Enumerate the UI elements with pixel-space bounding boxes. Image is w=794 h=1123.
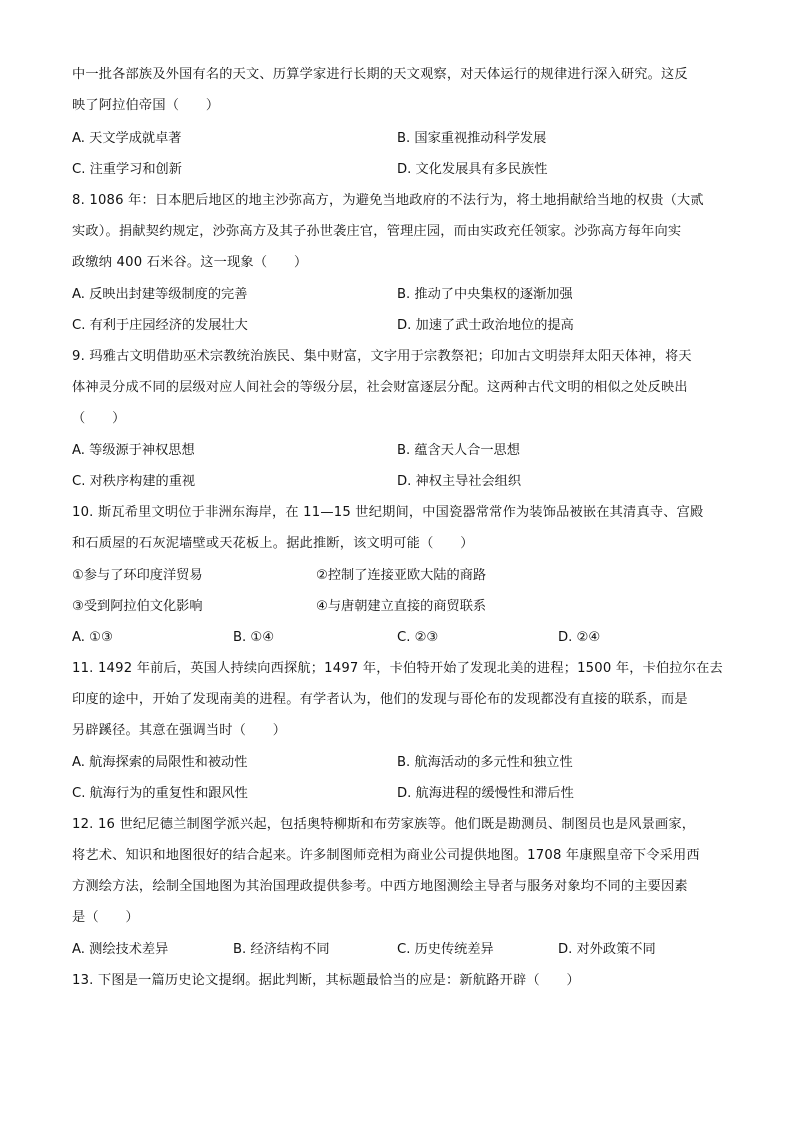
question-12-text-line: 是（ ） [72,910,139,925]
question-12-text-line: 方测绘方法，绘制全国地图为其治国理政提供参考。中西方地图测绘主导者与服务对象均不同的主要因素 [72,879,688,894]
option-b: B. 国家重视推动科学发展 [397,131,547,146]
option-d: D. 航海进程的缓慢性和滞后性 [397,786,574,801]
option-c: C. ②③ [397,630,439,645]
option-b: B. 经济结构不同 [233,942,330,957]
option-d: D. 文化发展具有多民族性 [397,162,548,177]
question-11-text-line: 另辟蹊径。其意在强调当时（ ） [72,723,287,738]
option-b: B. 蕴含天人合一思想 [397,443,520,458]
question-13-text-line: 13. 下图是一篇历史论文提纲。据此判断，其标题最恰当的应是：新航路开辟（ ） [72,973,580,988]
option-b: B. 推动了中央集权的逐渐加强 [397,287,573,302]
option-c: C. 对秩序构建的重视 [72,474,196,489]
option-b: B. ①④ [233,630,275,645]
question-8-text-line: 政缴纳 400 石米谷。这一现象（ ） [72,255,308,270]
question-12-text-line: 将艺术、知识和地图很好的结合起来。许多制图师竞相为商业公司提供地图。1708 年康熙皇帝下令采用西 [72,848,700,863]
question-8-text-line: 8. 1086 年：日本肥后地区的地主沙弥高方，为避免当地政府的不法行为，将土地捐献给当地的权贵（大贰 [72,193,704,208]
question-7-text-line: 中一批各部族及外国有名的天文、历算学家进行长期的天文观察，对天体运行的规律进行深入研究。这反 [72,67,688,82]
question-9-text-line: 9. 玛雅古文明借助巫术宗教统治族民、集中财富，文字用于宗教祭祀；印加古文明崇拜太阳天体神，将天 [72,349,692,364]
option-c: C. 有利于庄园经济的发展壮大 [72,318,248,333]
statement-1: ①参与了环印度洋贸易 [72,568,203,583]
option-c: C. 历史传统差异 [397,942,494,957]
statement-3: ③受到阿拉伯文化影响 [72,599,203,614]
question-9-text-line: 体神灵分成不同的层级对应人间社会的等级分层，社会财富逐层分配。这两种古代文明的相似之处反映出 [72,380,688,395]
question-11-text-line: 11. 1492 年前后，英国人持续向西探航；1497 年，卡伯特开始了发现北美的进程；1500 年，卡伯拉尔在去 [72,661,723,676]
option-a: A. 反映出封建等级制度的完善 [72,287,248,302]
option-a: A. 测绘技术差异 [72,942,169,957]
option-d: D. 对外政策不同 [558,942,656,957]
question-9-text-line: （ ） [72,411,126,426]
statement-2: ②控制了连接亚欧大陆的商路 [316,568,487,583]
option-c: C. 航海行为的重复性和跟风性 [72,786,248,801]
option-a: A. ①③ [72,630,113,645]
option-a: A. 等级源于神权思想 [72,443,195,458]
question-12-text-line: 12. 16 世纪尼德兰制图学派兴起，包括奥特柳斯和布劳家族等。他们既是勘测员、制图员也是风景画家， [72,817,696,832]
option-d: D. 加速了武士政治地位的提高 [397,318,574,333]
option-d: D. 神权主导社会组织 [397,474,522,489]
option-a: A. 航海探索的局限性和被动性 [72,755,248,770]
option-a: A. 天文学成就卓著 [72,131,182,146]
question-11-text-line: 印度的途中，开始了发现南美的进程。有学者认为，他们的发现与哥伦布的发现都没有直接的联系，而是 [72,692,688,707]
option-d: D. ②④ [558,630,601,645]
statement-4: ④与唐朝建立直接的商贸联系 [316,599,487,614]
option-c: C. 注重学习和创新 [72,162,182,177]
question-8-text-line: 实政）。捐献契约规定，沙弥高方及其子孙世袭庄官，管理庄园，而由实政充任领家。沙弥高方每年向实 [72,224,682,239]
question-10-text-line: 10. 斯瓦希里文明位于非洲东海岸，在 11—15 世纪期间，中国瓷器常常作为装饰品被嵌在其清真寺、宫殿 [72,505,704,520]
question-7-text-line: 映了阿拉伯帝国（ ） [72,98,220,113]
question-10-text-line: 和石质屋的石灰泥墙壁或天花板上。据此推断，该文明可能（ ） [72,536,474,551]
option-b: B. 航海活动的多元性和独立性 [397,755,573,770]
